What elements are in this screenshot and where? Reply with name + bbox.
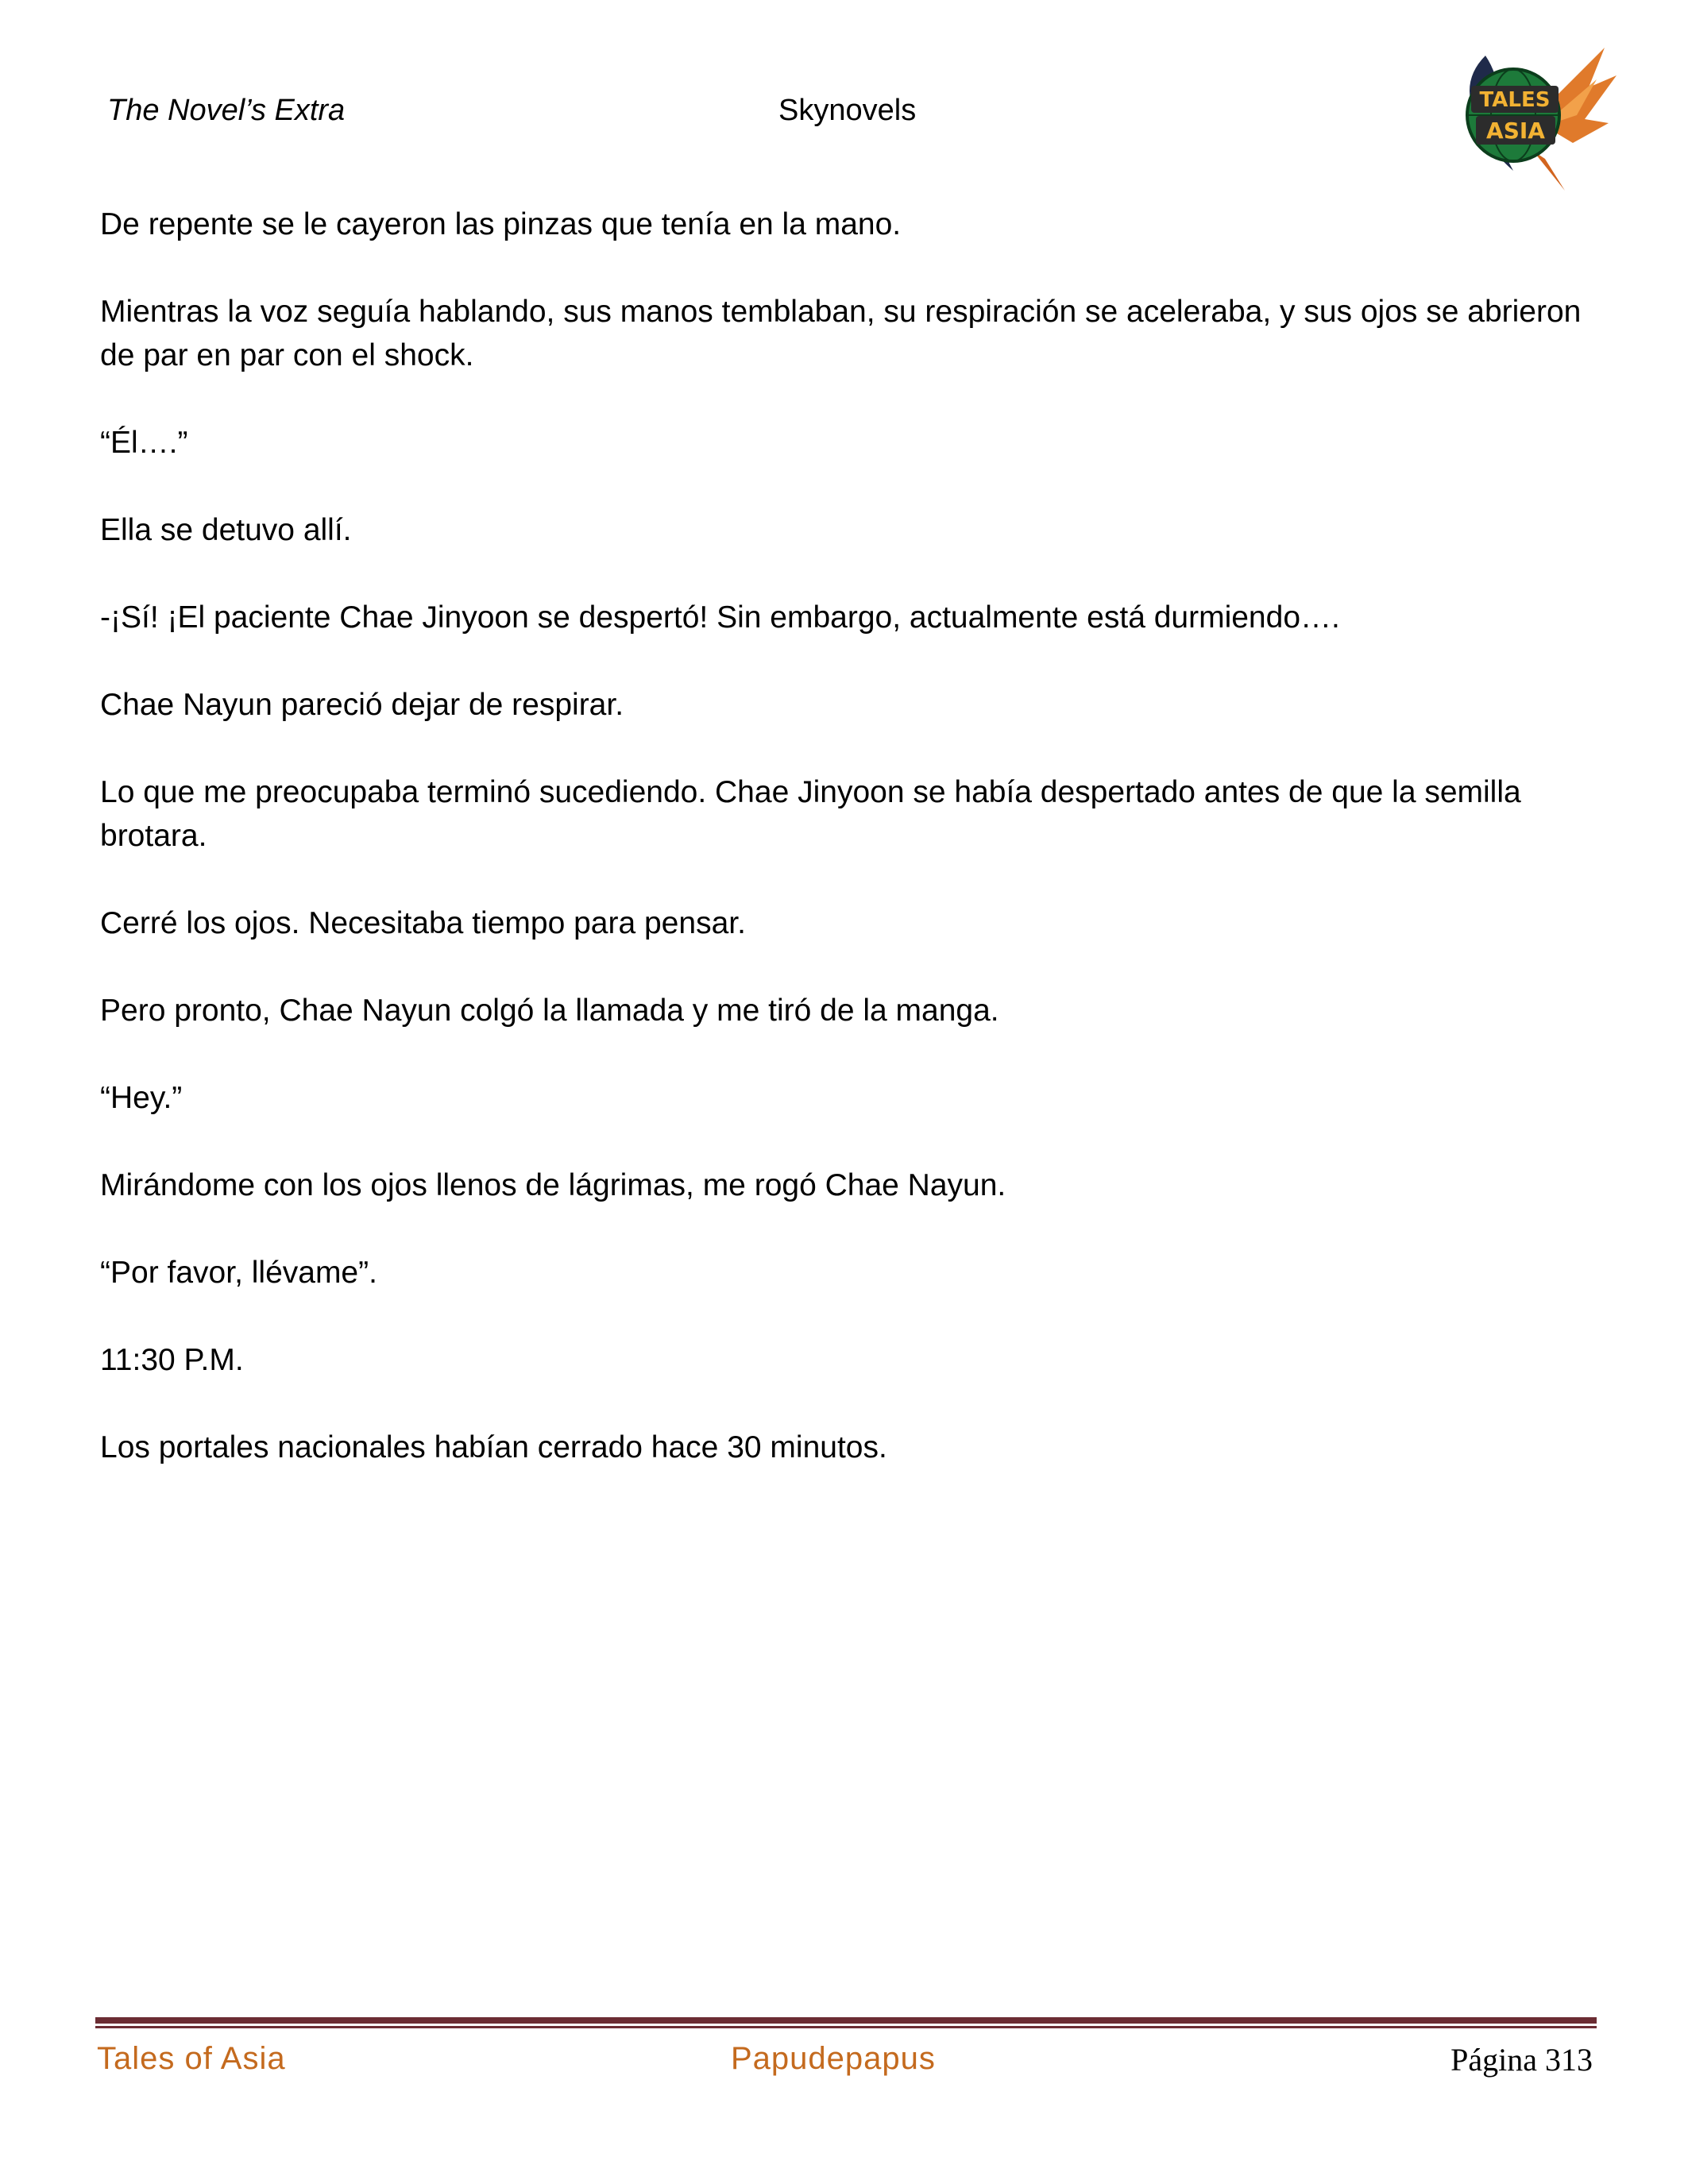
paragraph: -¡Sí! ¡El paciente Chae Jinyoon se despertó! Sin embargo, actualmente está durmiendo…. bbox=[100, 600, 1340, 635]
paragraph: “Hey.” bbox=[100, 1081, 183, 1115]
paragraph: Los portales nacionales habían cerrado hace 30 minutos. bbox=[100, 1430, 887, 1464]
paragraph: De repente se le cayeron las pinzas que tenía en la mano. bbox=[100, 207, 902, 241]
paragraph: 11:30 P.M. bbox=[100, 1343, 244, 1377]
footer-rule bbox=[95, 2017, 1597, 2024]
page-number: Página 313 bbox=[1450, 2042, 1593, 2078]
page-body bbox=[100, 203, 1593, 1513]
tales-of-asia-logo bbox=[1438, 32, 1620, 203]
paragraph: Cerré los ojos. Necesitaba tiempo para pensar. bbox=[100, 906, 746, 940]
paragraph: Lo que me preocupaba terminó sucediendo. Chae Jinyoon se había despertado antes de que la semilla brotara. bbox=[100, 775, 1521, 853]
paragraph: Mirándome con los ojos llenos de lágrimas, me rogó Chae Nayun. bbox=[100, 1168, 1006, 1202]
svg-text:ASIA: ASIA bbox=[1486, 118, 1545, 144]
footer-translator: Papudepapus bbox=[731, 2041, 936, 2076]
paragraph: Chae Nayun pareció dejar de respirar. bbox=[100, 688, 624, 722]
header-title: The Novel’s Extra bbox=[107, 94, 346, 127]
header-site: Skynovels bbox=[778, 94, 917, 127]
footer-publisher: Tales of Asia bbox=[97, 2041, 286, 2076]
paragraph: “Él….” bbox=[100, 426, 188, 460]
footer-rule-thin bbox=[95, 2026, 1597, 2028]
svg-text:TALES: TALES bbox=[1479, 88, 1551, 112]
paragraph: Ella se detuvo allí. bbox=[100, 513, 352, 547]
paragraph: Mientras la voz seguía hablando, sus manos temblaban, su respiración se aceleraba, y sus ojos se abrieron de par en par con el shock. bbox=[100, 295, 1582, 372]
paragraph: Pero pronto, Chae Nayun colgó la llamada y me tiró de la manga. bbox=[100, 994, 999, 1028]
paragraph: “Por favor, llévame”. bbox=[100, 1256, 377, 1290]
